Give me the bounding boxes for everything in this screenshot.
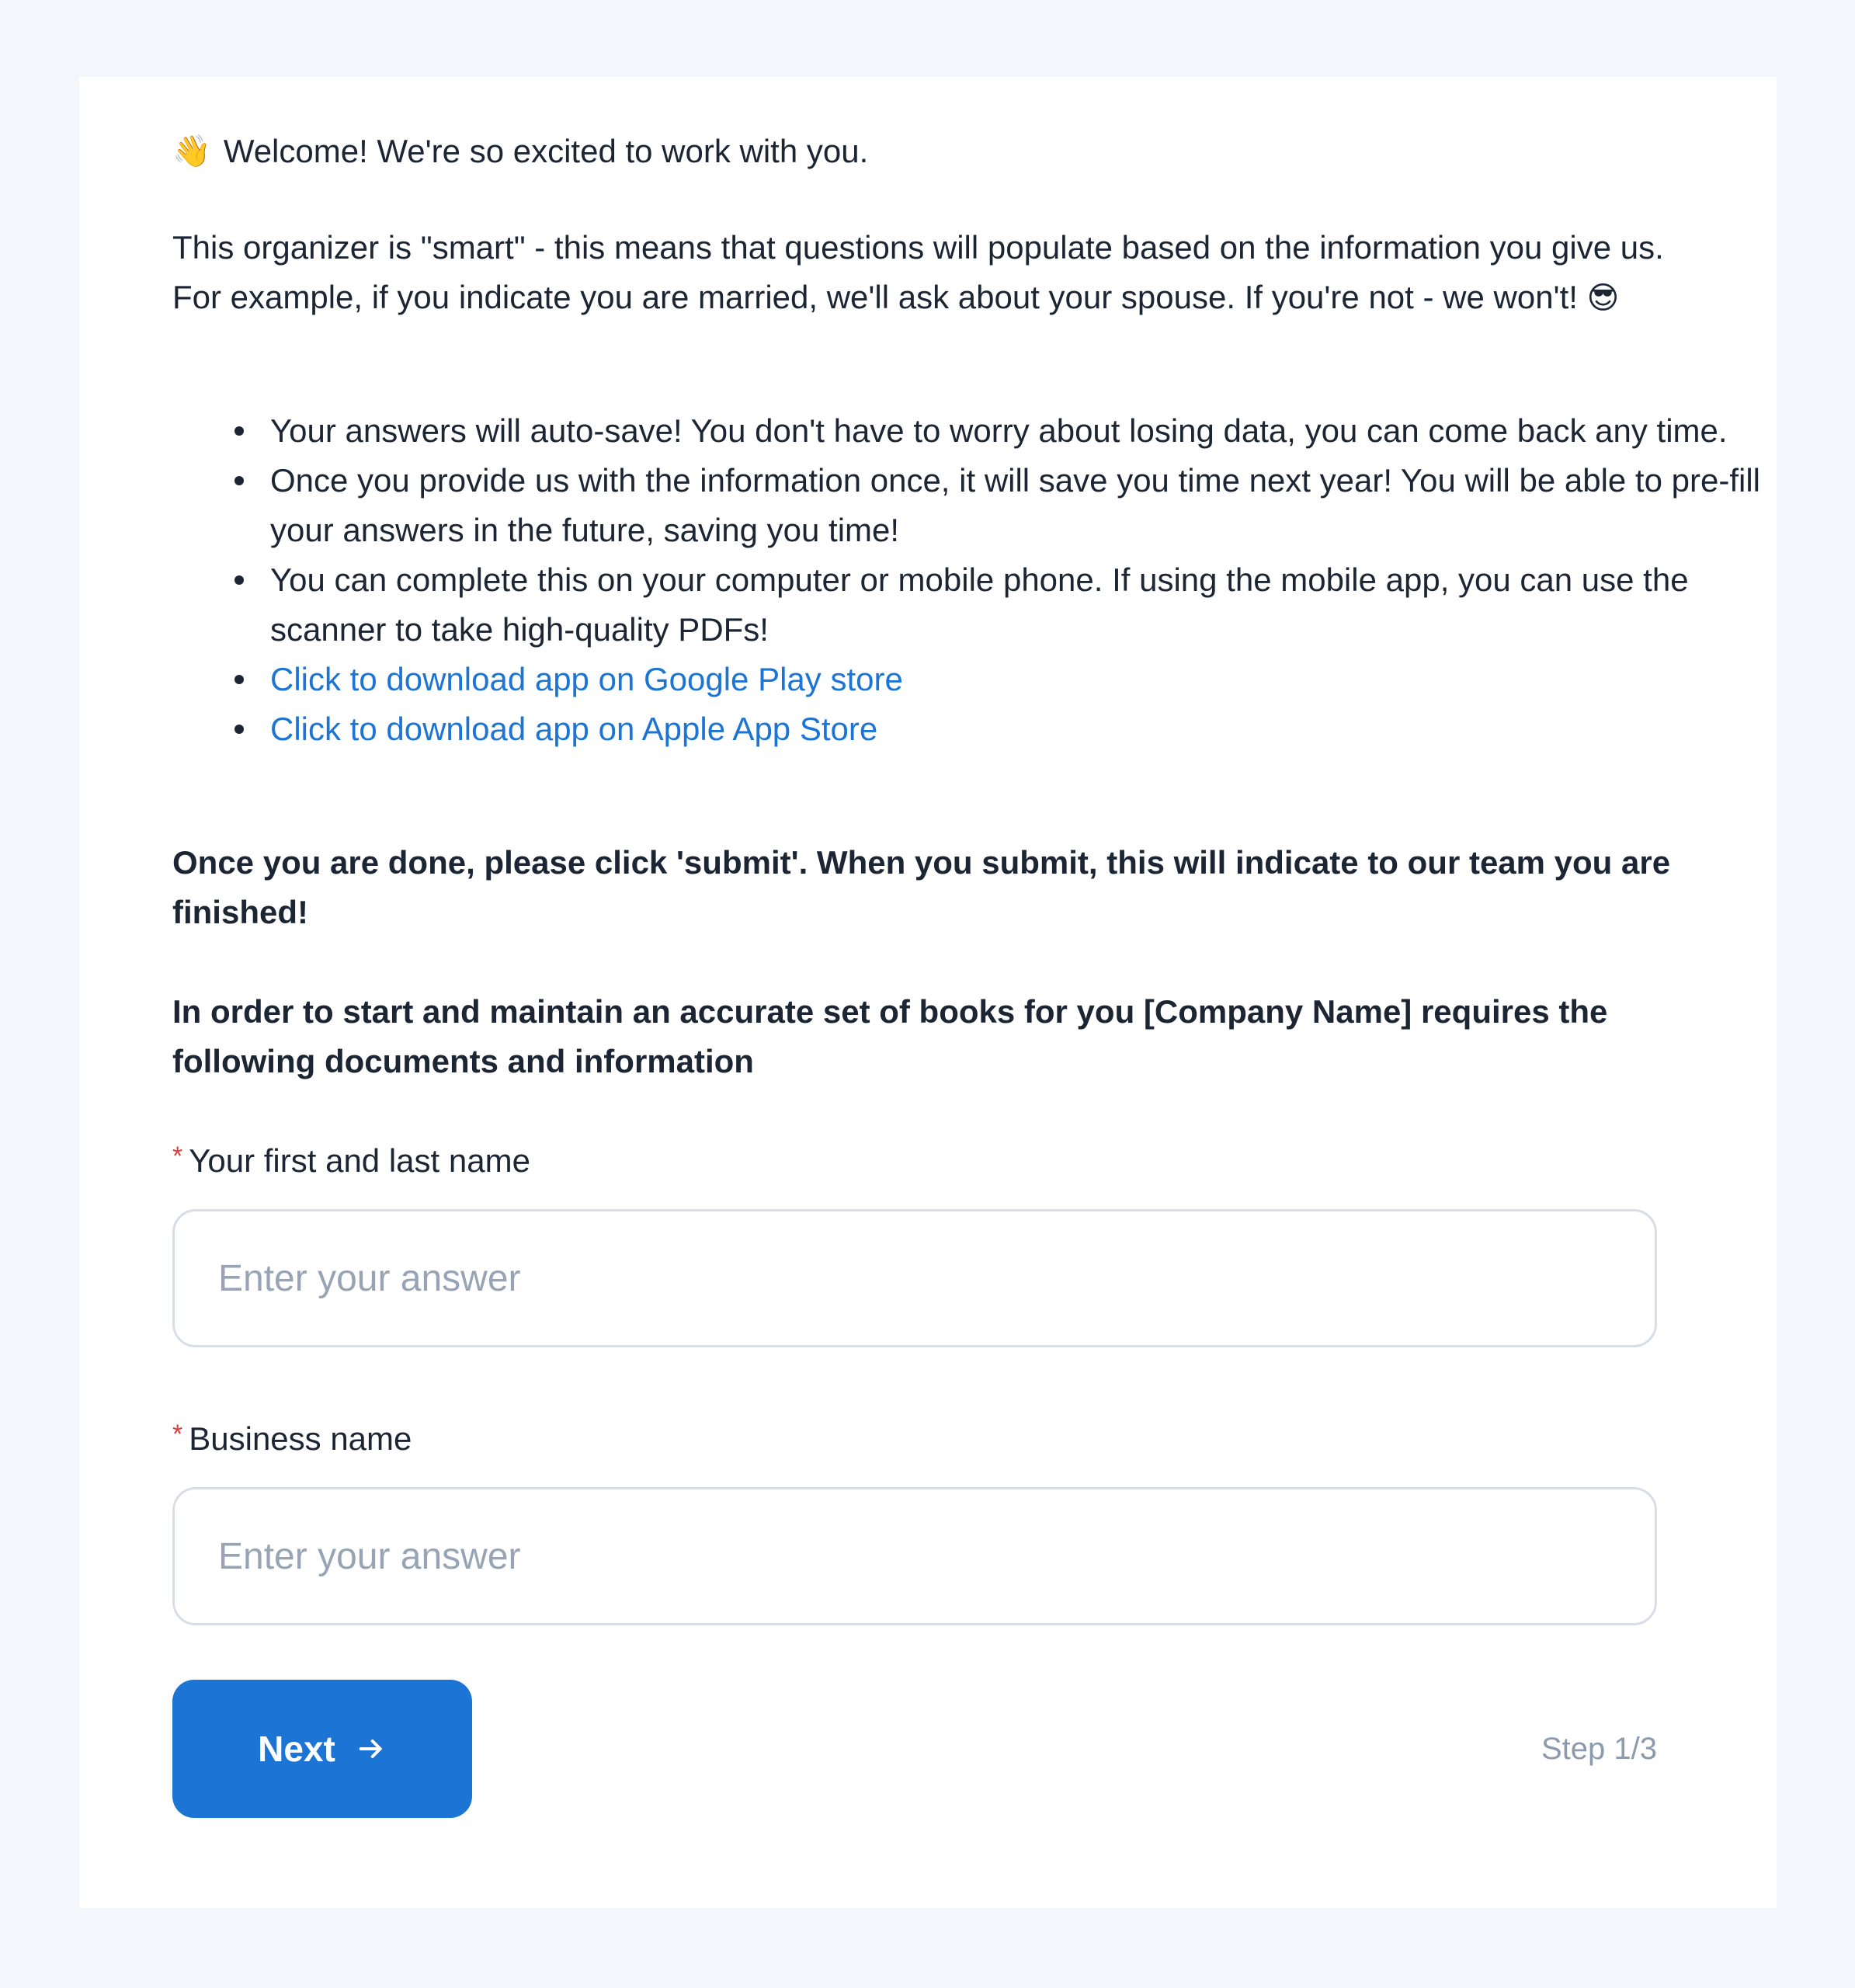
list-item-google-play	[270, 655, 1792, 704]
name-field-label	[172, 1136, 1683, 1186]
name-label-text: Your first and last name	[189, 1142, 530, 1179]
list-item-mobile: You can complete this on your computer or mobile phone. If using the mobile app, you can use the scanner to take high-quality PDFs!	[270, 555, 1792, 655]
sunglasses-face-icon: 😎	[1586, 281, 1620, 315]
next-label: Next	[258, 1729, 335, 1769]
step-indicator: Step 1/3	[1541, 1731, 1657, 1766]
list-item-apple-store	[270, 704, 1792, 754]
required-mark: *	[172, 1420, 183, 1449]
form-card	[79, 77, 1777, 1908]
form-footer	[172, 1680, 1657, 1818]
business-name-input[interactable]	[172, 1487, 1657, 1625]
welcome-line	[172, 127, 1683, 176]
intro-text: This organizer is "smart" - this means that questions will populate based on the information you give us. For example, if you indicate you are married, we'll ask about your spouse. If you're not - we won't!	[172, 229, 1664, 315]
google-play-link[interactable]: Click to download app on Google Play store	[270, 661, 903, 697]
waving-hand-icon: 👋	[172, 134, 211, 169]
apple-app-store-link[interactable]: Click to download app on Apple App Store	[270, 711, 878, 747]
arrow-right-icon	[356, 1733, 387, 1764]
info-list	[172, 406, 1792, 754]
name-input[interactable]	[172, 1209, 1657, 1347]
submit-notice: Once you are done, please click 'submit'. When you submit, this will indicate to our team you are finished!	[172, 844, 1671, 930]
list-item-prefill: Once you provide us with the information once, it will save you time next year! You will be able to pre-fill your answers in the future, saving you time!	[270, 456, 1792, 555]
books-notice: In order to start and maintain an accurate set of books for you [Company Name] requires the following documents and information	[172, 993, 1608, 1079]
next-button[interactable]	[172, 1680, 472, 1818]
welcome-text: Welcome! We're so excited to work with you.	[223, 133, 869, 169]
business-label-text: Business name	[189, 1420, 412, 1457]
required-mark: *	[172, 1142, 183, 1171]
list-item-autosave: Your answers will auto-save! You don't have to worry about losing data, you can come back any time.	[270, 406, 1792, 456]
business-field-label	[172, 1414, 1683, 1464]
intro-paragraph	[172, 223, 1679, 322]
